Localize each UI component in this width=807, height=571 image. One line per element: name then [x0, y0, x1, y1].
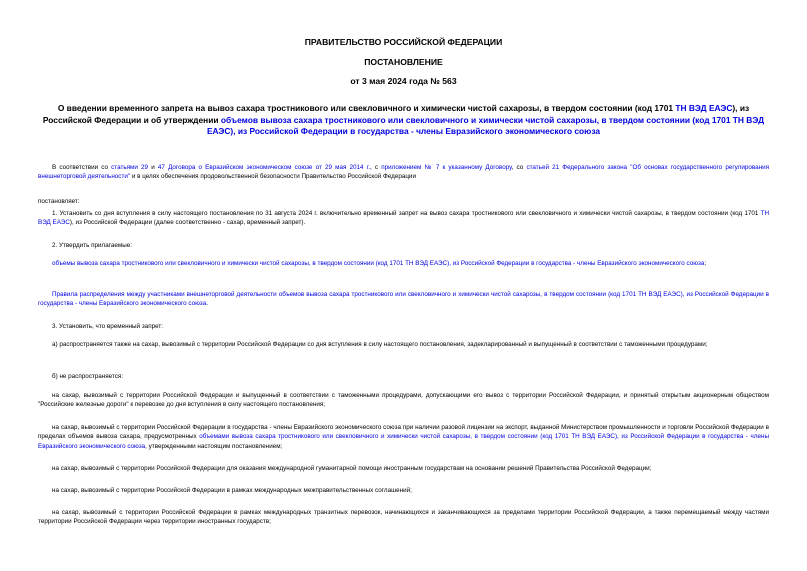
- document-type-heading: ПОСТАНОВЛЕНИЕ: [364, 57, 443, 67]
- link-volumes[interactable]: объемы вывоза сахара тростникового или свекловичного и химически чистой сахарозы, в твердом состоянии (код 1701 ТН ВЭД ЕАЭС), из Российской Федерации в государства - члены Евразийского экономического союза: [52, 260, 705, 267]
- exception-5: на сахар, вывозимый с территории Российской Федерации в рамках международных транзитных перевозок, начинающихся и заканчивающихся за пределами территории Российской Федерации, а также перемещаемый между частями территории Российской Федерации через территории иностранных государств;: [38, 509, 769, 526]
- item-2: 2. Утвердить прилагаемые:: [52, 242, 132, 249]
- item-2-rules-end: .: [206, 300, 208, 308]
- item-1-link-tnved[interactable]: ТН ВЭД ЕАЭС: [38, 210, 769, 227]
- item-3-a: а) распространяется также на сахар, вывозимый с территории Российской Федерации со дня вступления в силу настоящего постановления, задекларированный и выпущенный в соответствии с таможенными процедурами;: [52, 341, 708, 348]
- intro-text-d: , со: [511, 164, 527, 171]
- item-1-text-a: 1. Установить со дня вступления в силу настоящего постановления по 31 августа 2024 г. включительно временный запрет на вывоз сахара тростникового или свекловичного и химически чистой сахарозы, в твердом состоянии (код 1701: [52, 210, 761, 217]
- link-article-47[interactable]: 47 Договора о Евразийском экономическом союзе от 29 мая 2014 г.: [157, 164, 370, 171]
- document-title: [38, 103, 769, 138]
- item-1: [38, 209, 769, 228]
- intro-paragraph: [38, 163, 769, 182]
- item-1-text-b: ), из Российской Федерации (далее соответственно - сахар, временный запрет).: [69, 219, 306, 227]
- title-link-tnved[interactable]: ТН ВЭД ЕАЭС: [675, 103, 733, 113]
- exception-2-text-b: , утвержденными настоящим постановлением;: [145, 442, 283, 450]
- link-annex-7[interactable]: приложением № 7 к указанному Договору: [381, 164, 512, 171]
- government-heading: ПРАВИТЕЛЬСТВО РОССИЙСКОЙ ФЕДЕРАЦИИ: [304, 37, 503, 47]
- item-2-rules: [38, 290, 769, 309]
- link-article-29[interactable]: статьями 29: [111, 164, 149, 171]
- item-2-volumes-end: ;: [704, 260, 707, 267]
- intro-text-a: В соответствии со: [52, 164, 112, 171]
- item-3-b: б) не распространяется:: [52, 373, 124, 380]
- title-text-2: ), из Российской Федерации и об утверждении: [42, 103, 750, 125]
- intro-text-c: , с: [369, 164, 382, 171]
- exception-2-text-a: на сахар, вывозимый с территории Российской Федерации в государства - члены Евразийского экономического союза при наличии разовой лицензии на экспорт, выданной Министерством промышленности и торговли Российской Федерации в пределах объемов вывоза сахара, предусмотренных: [38, 424, 769, 441]
- document-date-number: от 3 мая 2024 года № 563: [350, 76, 457, 86]
- intro-text-e: и в целях обеспечения продовольственной безопасности Правительство Российской Федерации: [130, 173, 416, 181]
- decides-text: постановляет:: [38, 198, 80, 205]
- exception-4: на сахар, вывозимый с территории Российской Федерации в рамках международных межправительственных соглашений;: [52, 487, 412, 494]
- title-link-volumes[interactable]: объемов вывоза сахара тростникового или свекловичного и химически чистой сахарозы, в твердом состоянии (код 1701 ТН ВЭД ЕАЭС), из Российской Федерации в государства - члены Евразийского экономического союза: [206, 114, 765, 136]
- item-2-volumes: [38, 259, 769, 268]
- exception-2: [38, 423, 769, 451]
- intro-text-b: и: [148, 164, 158, 171]
- exception-1: на сахар, вывозимый с территории Российской Федерации и выпущенный в соответствии с таможенными процедурами, допускающими его вывоз с территории Российской Федерации, и принятый открытым акционерным обществом "Российские железные дороги" к перевозке до дня вступления в силу настоящего постановления;: [38, 392, 769, 409]
- exception-3: на сахар, вывозимый с территории Российской Федерации для оказания международной гуманитарной помощи иностранным государствам на основании решений Правительства Российской Федерации;: [52, 465, 652, 472]
- link-article-21[interactable]: статьей 21 Федерального закона "Об основах государственного регулирования внешнеторговой деятельности": [38, 164, 770, 181]
- exception-2-link-volumes[interactable]: объемами вывоза сахара тростникового или свекловичного и химически чистой сахарозы, в твердом состоянии (код 1701 ТН ВЭД ЕАЭС), из Российской Федерации в государства - члены Евразийского экономического союза: [38, 433, 769, 450]
- link-rules[interactable]: Правила распределения между участниками внешнеторговой деятельности объемов вывоза сахара тростникового или свекловичного и химически чистой сахарозы, в твердом состоянии (код 1701 ТН ВЭД ЕАЭС), из Российской Федерации в государства - члены Евразийского экономического союза: [38, 291, 769, 308]
- item-3: 3. Установить, что временный запрет:: [52, 323, 164, 330]
- title-text-1: О введении временного запрета на вывоз сахара тростникового или свекловичного и химически чистой сахарозы, в твердом состоянии (код 1701: [57, 103, 676, 113]
